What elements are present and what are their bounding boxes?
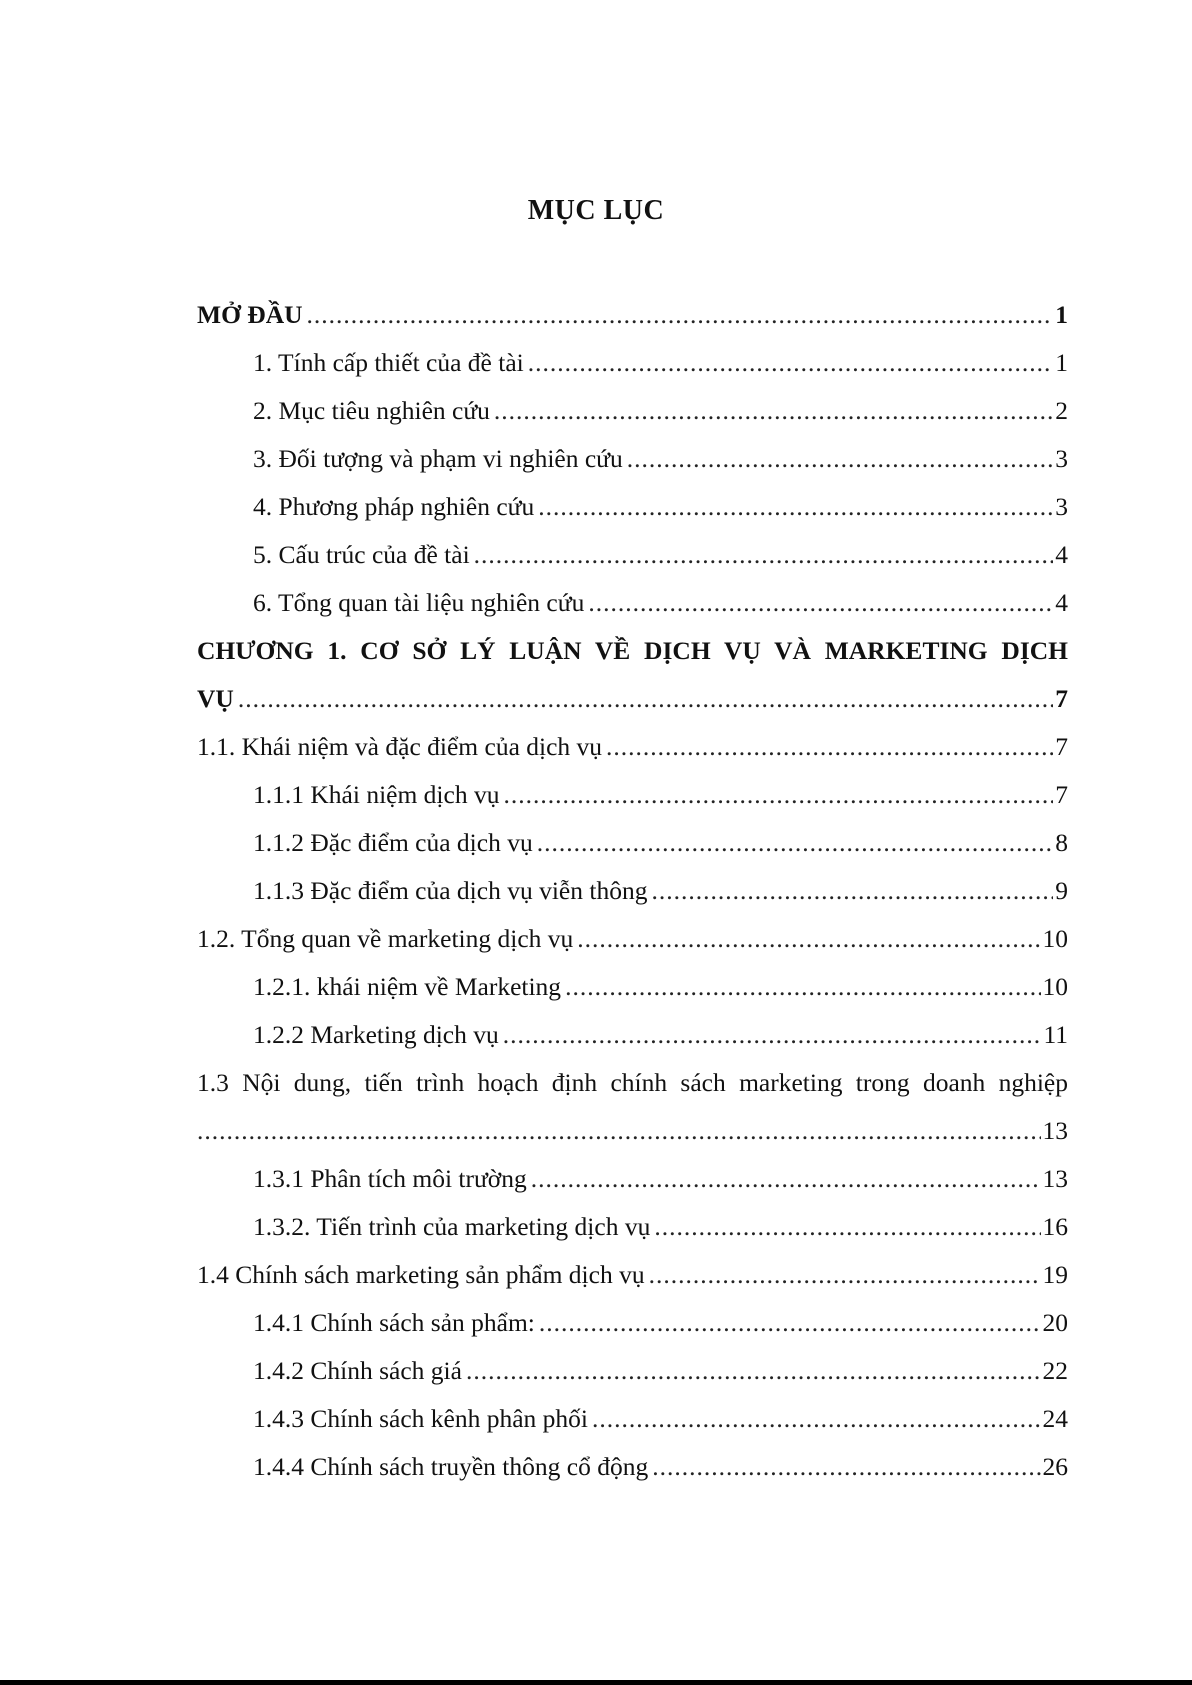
dot-leader (531, 1155, 1041, 1203)
dot-leader (528, 339, 1054, 387)
toc-entry-label: 5. Cấu trúc của đề tài (253, 540, 470, 569)
dot-leader (649, 1251, 1041, 1299)
toc-entry-label: 1.2.2 Marketing dịch vụ (253, 1020, 499, 1049)
toc-entry-page: 1 (1055, 300, 1068, 329)
toc-entry-label: 1. Tính cấp thiết của đề tài (253, 348, 524, 377)
toc-entry-tinh-cap-thiet[interactable] (197, 339, 1068, 387)
dot-leader (307, 291, 1054, 339)
bottom-border (0, 1680, 1192, 1685)
dot-leader (474, 531, 1054, 579)
toc-entry-page: 7 (1055, 780, 1068, 809)
toc-entry-label: 1.3.1 Phân tích môi trường (253, 1164, 527, 1193)
toc-entry-page: 7 (1055, 732, 1068, 761)
toc-entry-chuong-1-line1[interactable]: CHƯƠNG 1. CƠ SỞ LÝ LUẬN VỀ DỊCH VỤ VÀ MARKETING DỊCH (197, 636, 1068, 665)
toc-entry-label: 1.1. Khái niệm và đặc điểm của dịch vụ (197, 732, 603, 761)
toc-entry-label: 1.2.1. khái niệm về Marketing (253, 972, 562, 1001)
dot-leader (238, 675, 1053, 723)
toc-entry-doi-tuong[interactable] (197, 435, 1068, 483)
dot-leader (565, 963, 1040, 1011)
toc-entry-page: 3 (1055, 444, 1068, 473)
toc-entry-page: 4 (1055, 588, 1068, 617)
toc-entry-label: 1.1.1 Khái niệm dịch vụ (253, 780, 500, 809)
toc-entry-label: MỞ ĐẦU (197, 300, 303, 329)
toc-entry-page: 22 (1042, 1356, 1068, 1385)
toc-entry-1-2[interactable] (197, 915, 1068, 963)
dot-leader (539, 1299, 1041, 1347)
toc-entry-1-1[interactable] (197, 723, 1068, 771)
toc-entry-page: 7 (1055, 684, 1068, 713)
toc-entry-chuong-1[interactable] (197, 675, 1068, 723)
toc-entry-label: 1.4 Chính sách marketing sản phẩm dịch vụ (197, 1260, 645, 1289)
toc-entry-1-4-3[interactable] (197, 1395, 1068, 1443)
toc-entry-1-2-1[interactable] (197, 963, 1068, 1011)
toc-entry-1-2-2[interactable] (197, 1011, 1068, 1059)
toc-entry-page: 10 (1042, 972, 1068, 1001)
toc-entry-label: 1.4.2 Chính sách giá (253, 1356, 462, 1385)
toc-title: MỤC LỤC (527, 195, 665, 226)
toc-entry-page: 13 (1042, 1164, 1068, 1193)
toc-entry-1-1-3[interactable] (197, 867, 1068, 915)
toc-entry-label: 1.2. Tổng quan về marketing dịch vụ (197, 924, 574, 953)
dot-leader (503, 1011, 1042, 1059)
toc-entry-page: 16 (1042, 1212, 1068, 1241)
toc-entry-1-3-line1[interactable]: 1.3 Nội dung, tiến trình hoạch định chính sách marketing trong doanh nghiệp (197, 1068, 1068, 1097)
dot-leader (654, 1203, 1040, 1251)
toc-entry-label: 3. Đối tượng và phạm vi nghiên cứu (253, 444, 623, 473)
toc-entry-page: 2 (1055, 396, 1068, 425)
toc-entry-label: 6. Tổng quan tài liệu nghiên cứu (253, 588, 585, 617)
toc-entry-1-3-1[interactable] (197, 1155, 1068, 1203)
toc-entry-page: 10 (1042, 924, 1068, 953)
toc-entry-label: 1.3.2. Tiến trình của marketing dịch vụ (253, 1212, 651, 1241)
toc-entry-label: 4. Phương pháp nghiên cứu (253, 492, 535, 521)
toc-entry-label: 1.4.3 Chính sách kênh phân phối (253, 1404, 588, 1433)
toc-entry-cau-truc[interactable] (197, 531, 1068, 579)
toc-entry-page: 13 (1042, 1116, 1068, 1145)
toc-entry-page: 24 (1042, 1404, 1068, 1433)
toc-entry-mo-dau[interactable] (197, 291, 1068, 339)
toc-entry-page: 26 (1042, 1452, 1068, 1481)
dot-leader (651, 867, 1053, 915)
toc-entry-1-3[interactable] (197, 1107, 1068, 1155)
toc-entry-label: 1.1.3 Đặc điểm của dịch vụ viễn thông (253, 876, 648, 905)
toc-entry-phuong-phap[interactable] (197, 483, 1068, 531)
dot-leader (538, 483, 1053, 531)
toc-entry-1-4-4[interactable] (197, 1443, 1068, 1491)
toc-entry-page: 11 (1043, 1020, 1068, 1049)
dot-leader (503, 771, 1053, 819)
toc-entry-1-4-1[interactable] (197, 1299, 1068, 1347)
toc-entry-page: 3 (1055, 492, 1068, 521)
dot-leader (537, 819, 1054, 867)
toc-entry-label: 1.4.4 Chính sách truyền thông cổ động (253, 1452, 649, 1481)
dot-leader (627, 435, 1054, 483)
dot-leader (197, 1107, 1041, 1155)
toc-entry-1-4-2[interactable] (197, 1347, 1068, 1395)
toc-entry-label: 1.4.1 Chính sách sản phẩm: (253, 1308, 535, 1337)
toc-entry-muc-tieu[interactable] (197, 387, 1068, 435)
toc-entry-label: 1.1.2 Đặc điểm của dịch vụ (253, 828, 533, 857)
dot-leader (652, 1443, 1040, 1491)
toc-entry-page: 4 (1055, 540, 1068, 569)
dot-leader (592, 1395, 1041, 1443)
toc-entry-1-1-1[interactable] (197, 771, 1068, 819)
dot-leader (577, 915, 1040, 963)
toc-entry-label: VỤ (197, 684, 234, 713)
toc-entry-label: 2. Mục tiêu nghiên cứu (253, 396, 490, 425)
toc-entry-page: 19 (1042, 1260, 1068, 1289)
dot-leader (494, 387, 1053, 435)
toc-entry-1-1-2[interactable] (197, 819, 1068, 867)
toc-entry-page: 8 (1055, 828, 1068, 857)
toc-entry-tong-quan-tai-lieu[interactable] (197, 579, 1068, 627)
table-of-contents (197, 291, 1068, 1491)
toc-entry-page: 9 (1055, 876, 1068, 905)
toc-entry-page: 1 (1055, 348, 1068, 377)
dot-leader (466, 1347, 1041, 1395)
dot-leader (606, 723, 1053, 771)
toc-entry-page: 20 (1042, 1308, 1068, 1337)
toc-entry-1-4[interactable] (197, 1251, 1068, 1299)
toc-entry-1-3-2[interactable] (197, 1203, 1068, 1251)
dot-leader (588, 579, 1053, 627)
